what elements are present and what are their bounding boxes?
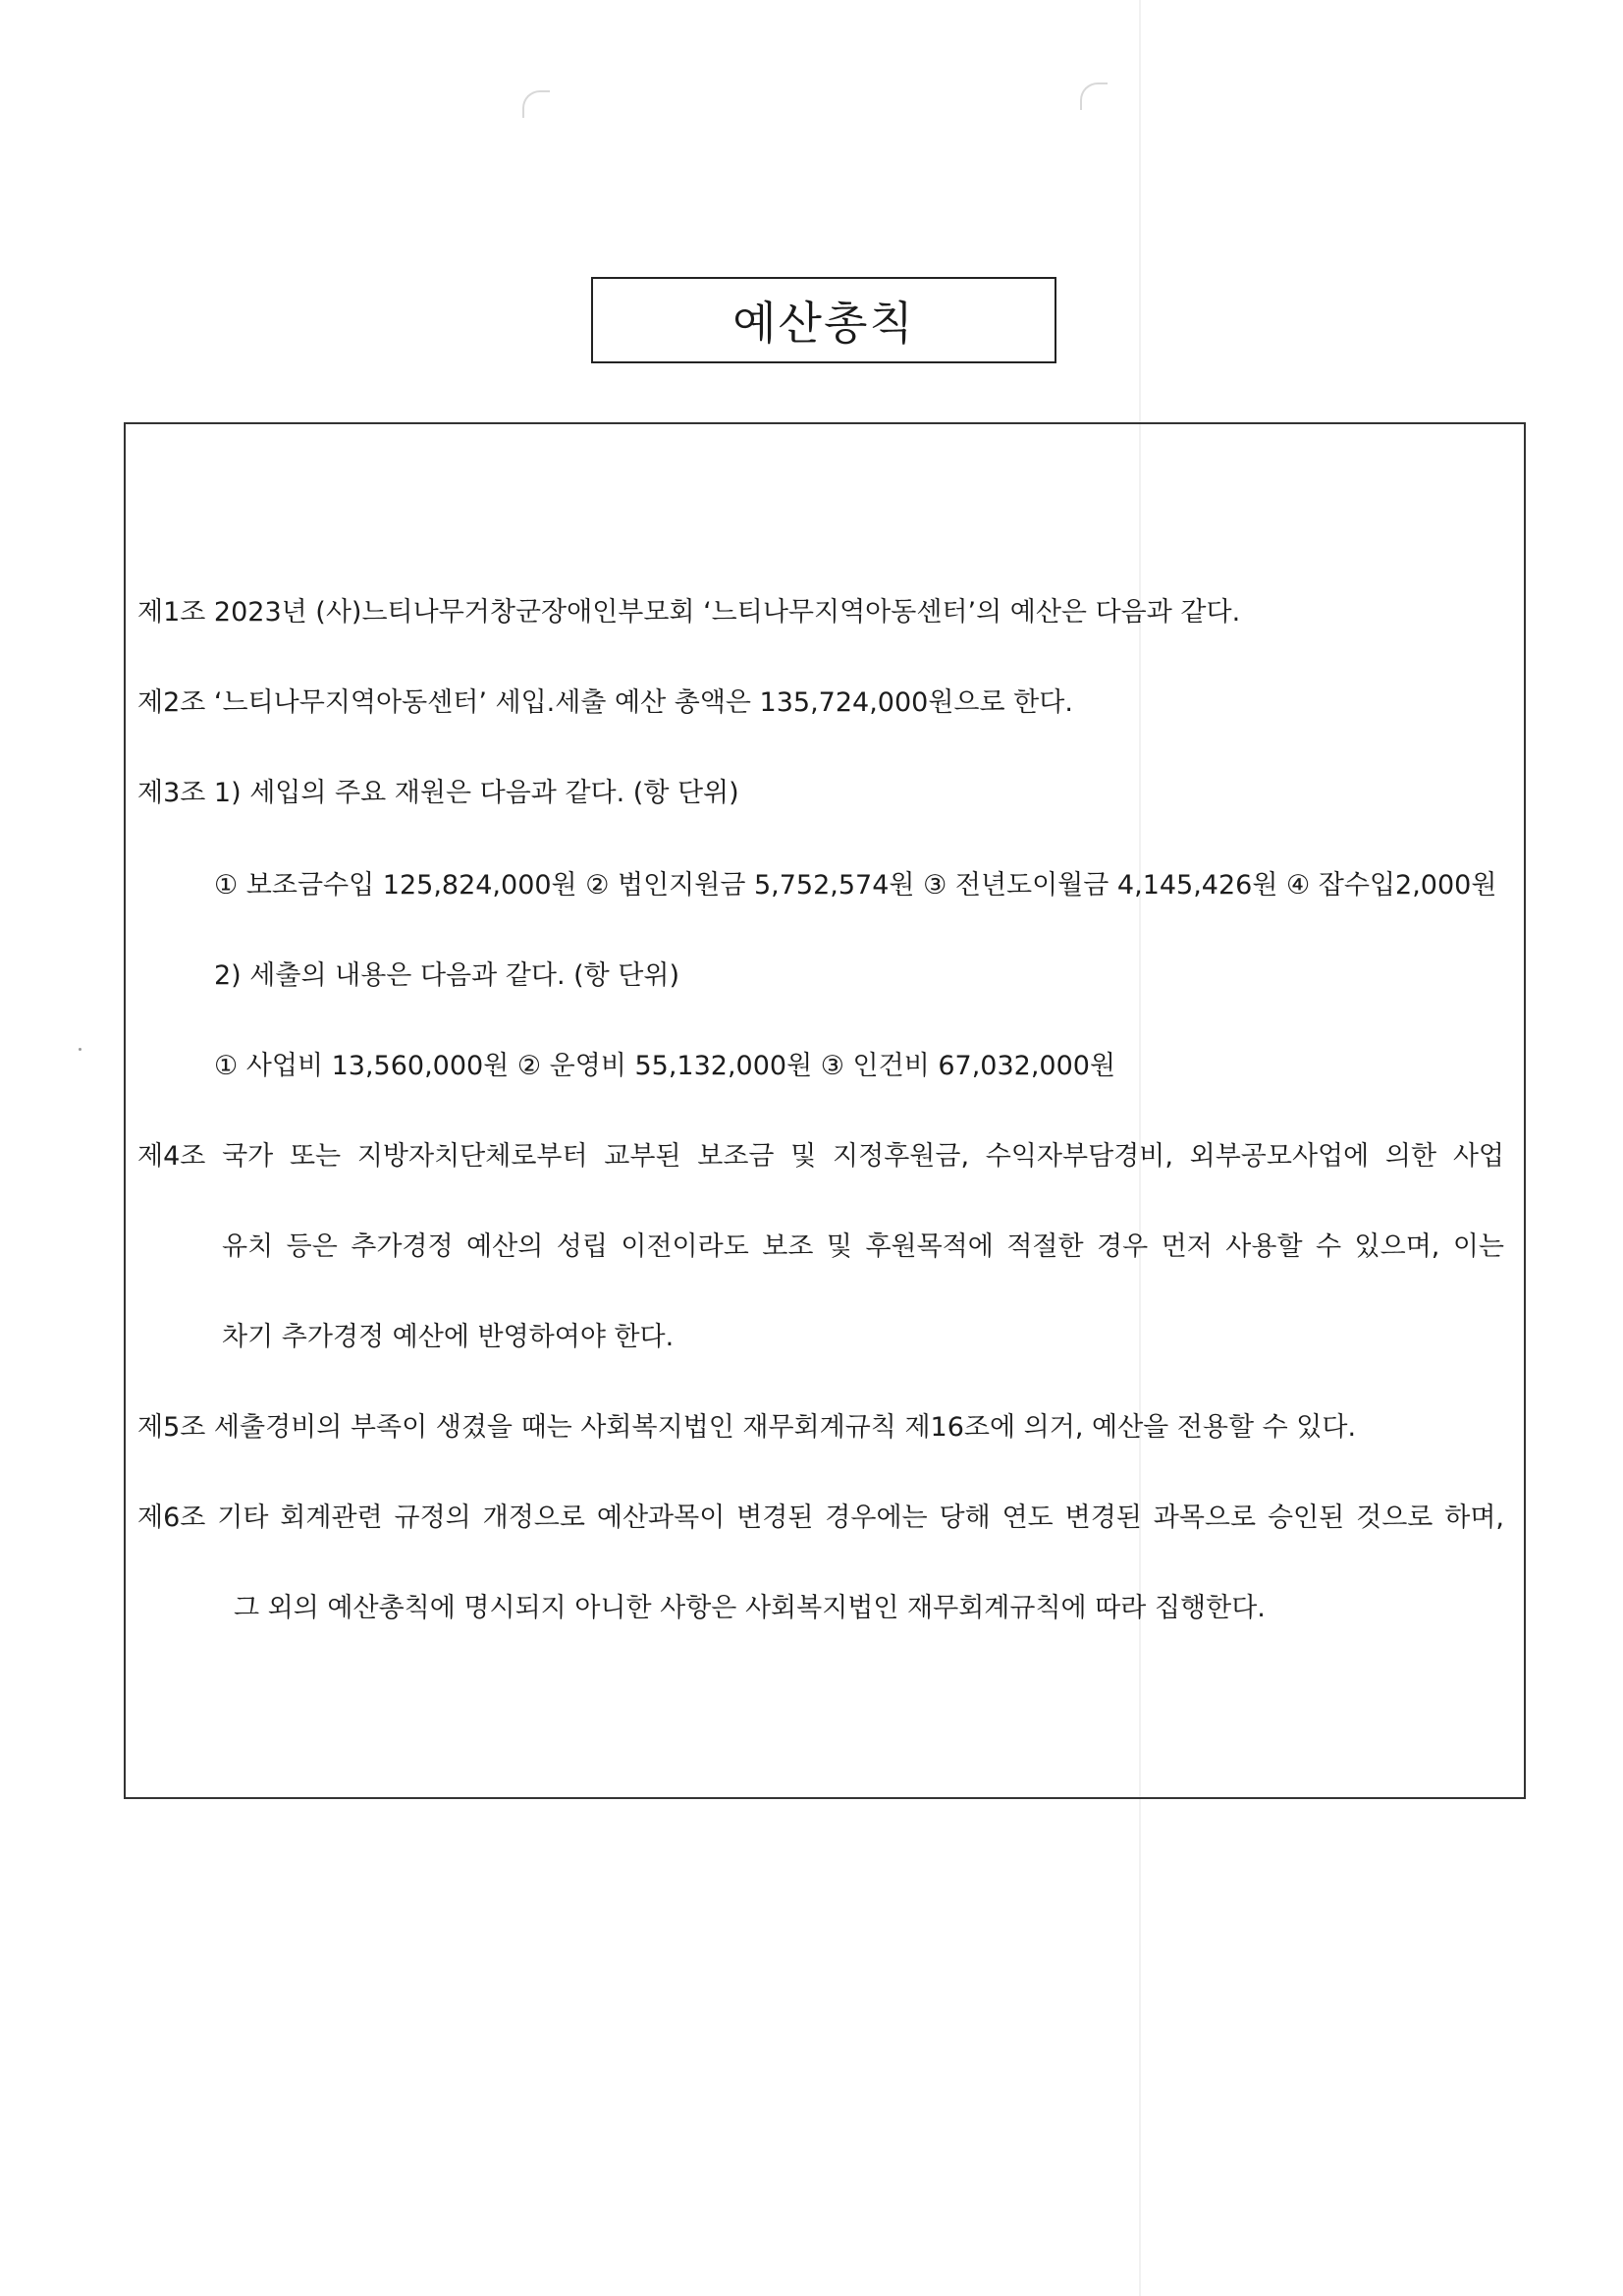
article-3-revenue-items: ① 보조금수입 125,824,000원 ② 법인지원금 5,752,574원 ③ 전년도이월금 4,145,426원 ④ 잡수입2,000원 (214, 870, 1497, 901)
article-4-line-2: 유치 등은 추가경정 예산의 성립 이전이라도 보조 및 후원목적에 적절한 경우 먼저 사용할 수 있으며, 이는 (222, 1231, 1504, 1262)
article-3-revenue-heading: 제3조 1) 세입의 주요 재원은 다음과 같다. (항 단위) (137, 778, 739, 808)
punch-hole-mark (522, 90, 550, 118)
article-4-line-3: 차기 추가경정 예산에 반영하여야 한다. (222, 1322, 675, 1352)
article-6-line-2: 그 외의 예산총칙에 명시되지 아니한 사항은 사회복지법인 재무회계규칙에 따라 집행한다. (234, 1593, 1266, 1623)
article-6-line-1: 제6조 기타 회계관련 규정의 개정으로 예산과목이 변경된 경우에는 당해 연도 변경된 과목으로 승인된 것으로 하며, (137, 1503, 1504, 1533)
punch-hole-mark (1080, 82, 1108, 110)
budget-rules-box (124, 422, 1526, 1799)
article-3-expenditure-items: ① 사업비 13,560,000원 ② 운영비 55,132,000원 ③ 인건비 67,032,000원 (214, 1051, 1116, 1081)
article-4-line-1: 제4조 국가 또는 지방자치단체로부터 교부된 보조금 및 지정후원금, 수익자부담경비, 외부공모사업에 의한 사업 (137, 1141, 1504, 1172)
document-title: 예산총칙 (732, 297, 915, 350)
document-title-box (591, 277, 1056, 363)
article-2: 제2조 ‘느티나무지역아동센터’ 세입.세출 예산 총액은 135,724,000원으로 한다. (137, 687, 1073, 718)
scan-speck (79, 1048, 81, 1051)
article-3-expenditure-heading: 2) 세출의 내용은 다음과 같다. (항 단위) (214, 960, 680, 991)
article-5: 제5조 세출경비의 부족이 생겼을 때는 사회복지법인 재무회계규칙 제16조에 의거, 예산을 전용할 수 있다. (137, 1412, 1357, 1443)
article-1: 제1조 2023년 (사)느티나무거창군장애인부모회 ‘느티나무지역아동센터’의 예산은 다음과 같다. (137, 597, 1241, 628)
